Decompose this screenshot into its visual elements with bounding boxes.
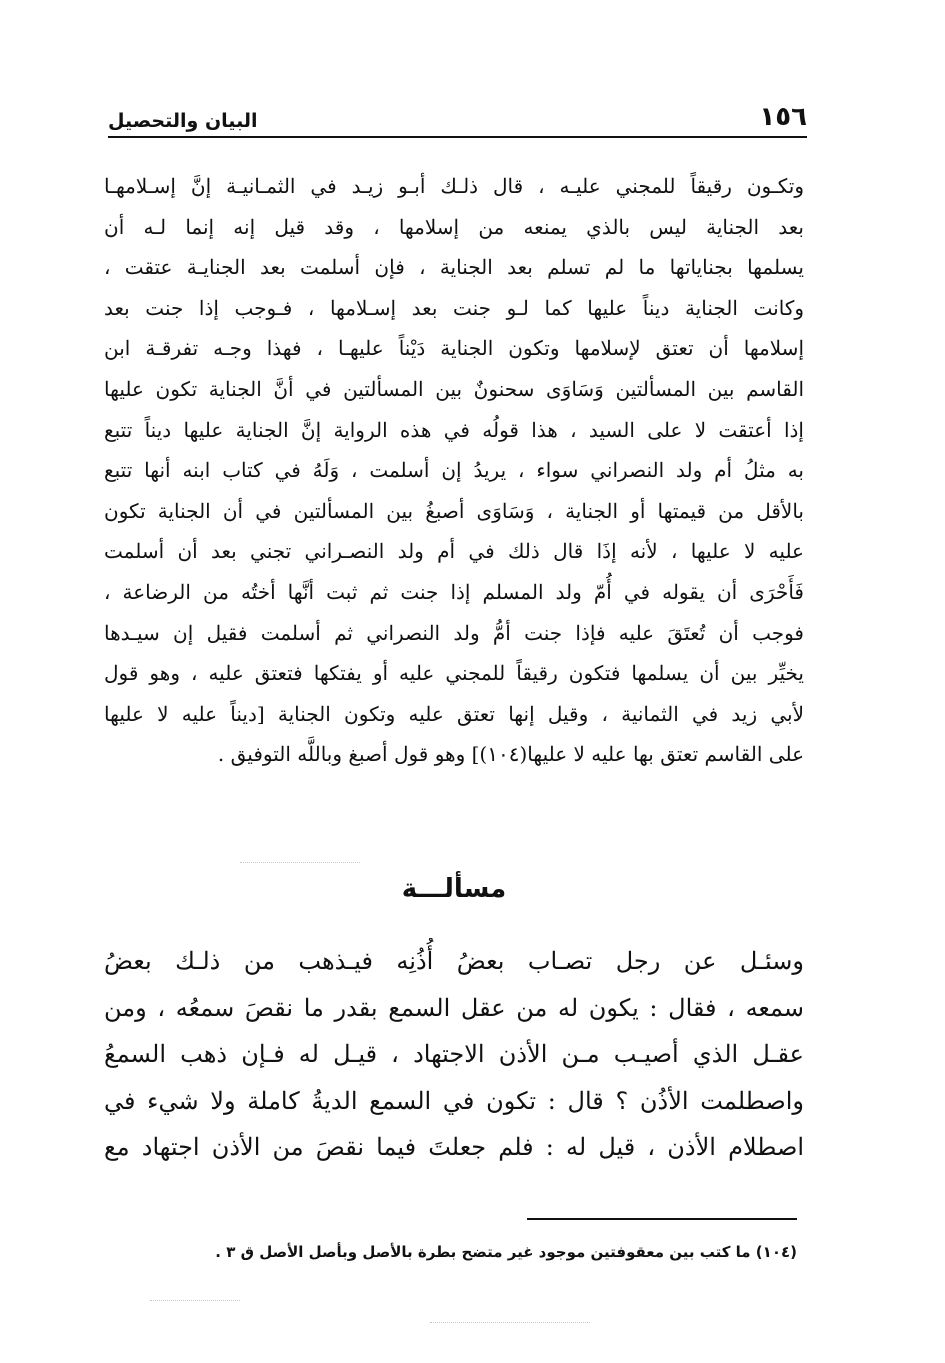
text-line: فَأَحْرَى أن يقوله في أُمّ ولد المسلم إذا جنت ثم ثبت أنَّها أختُه من الرضاعة ،: [104, 579, 804, 604]
footnote: (١٠٤) ما كتب بين معقوفتين موجود غير متضح بطرة بالأصل وبأصل الأصل ق ٣ .: [215, 1243, 797, 1261]
text-line: سمعه ، فقال : يكون له من عقل السمع بقدر ما نقصَ سمعُه ، ومن: [104, 993, 804, 1022]
text-line: به مثلُ أم ولد النصراني سواء ، يريدُ إن أسلمت ، وَلَهُ في كتاب ابنه أنها تتبع: [104, 458, 804, 483]
text-line: واصطلمت الأذُن ؟ قال : تكون في السمع الديةُ كاملة ولا شيء في: [104, 1086, 804, 1115]
text-line: اصطلام الأذن ، قيل له : فلم جعلتَ فيما نقصَ من الأذن اجتهاد مع: [104, 1133, 804, 1161]
text-line: وكانت الجناية ديناً عليها كما لـو جنت بعد إسـلامها ، فـوجب إذا جنت بعد: [104, 295, 804, 320]
scan-speckle: [150, 1300, 240, 1301]
text-line: عليه لا عليها ، لأنه إذَا قال ذلك في أم ولد النصـراني تجني بعد أن أسلمت: [104, 539, 804, 564]
section-title: مسألـــة: [401, 874, 507, 904]
running-title: البيان والتحصيل: [108, 110, 258, 132]
text-line: لأبي زيد في الثمانية ، وقيل إنها تعتق عليه وتكون الجناية [ديناً عليه لا عليها: [104, 701, 804, 726]
text-line: يسلمها بجناياتها ما لم تسلم بعد الجناية ، فإن أسلمت بعد الجنايـة عتقت ،: [104, 255, 804, 280]
page-number: ١٥٦: [759, 102, 807, 132]
text-line: وتكـون رقيقاً للمجني عليـه ، قال ذلـك أبـو زيـد في الثمـانيـة إنَّ إسـلامهـا: [104, 174, 804, 198]
text-line: يخيِّر بين أن يسلمها فتكون رقيقاً للمجني عليه أو يفتكها فتعتق عليه ، وهو قول: [104, 661, 804, 686]
text-line-last: على القاسم تعتق بها عليه لا عليها(١٠٤)] وهو قول أصبغ وباللَّه التوفيق .: [217, 742, 804, 767]
page-header: [108, 92, 807, 138]
footnote-divider: [527, 1218, 797, 1220]
text-line: القاسم بين المسألتين وَسَاوَى سحنونٌ بين المسألتين في أنَّ الجناية تكون عليها: [104, 376, 804, 401]
main-text-block: [104, 166, 804, 775]
scan-speckle: [240, 862, 360, 863]
text-line: وسئـل عن رجل تصـاب بعضُ أُذُنِه فيـذهب من ذلـك بعضُ: [104, 947, 804, 975]
text-line: إسلامها أن تعتق لإسلامها وتكون الجناية دَيْناً عليهـا ، فهذا وجـه تفرقـة ابن: [104, 336, 804, 361]
section-text-block: [104, 938, 804, 1171]
text-line: عقـل الذي أصيـب مـن الأذن الاجتهاد ، قيـل له فـإن ذهب السمعُ: [104, 1040, 804, 1068]
text-line: بالأقل من قيمتها أو الجناية ، وَسَاوَى أصبغُ بين المسألتين في أن الجناية تكون: [104, 498, 804, 523]
scan-speckle: [430, 1322, 590, 1323]
text-line: إذا أعتقت لا على السيد ، هذا قولُه في هذه الرواية إنَّ الجناية عليها ديناً تتبع: [104, 417, 804, 442]
text-line: بعد الجناية ليس بالذي يمنعه من إسلامها ، وقد قيل إنه إنما لـه أن: [104, 214, 804, 239]
text-line: فوجب أن تُعتَقَ عليه فإذا جنت أمُّ ولد النصراني ثم أسلمت فقيل إن سيـدها: [104, 620, 804, 645]
